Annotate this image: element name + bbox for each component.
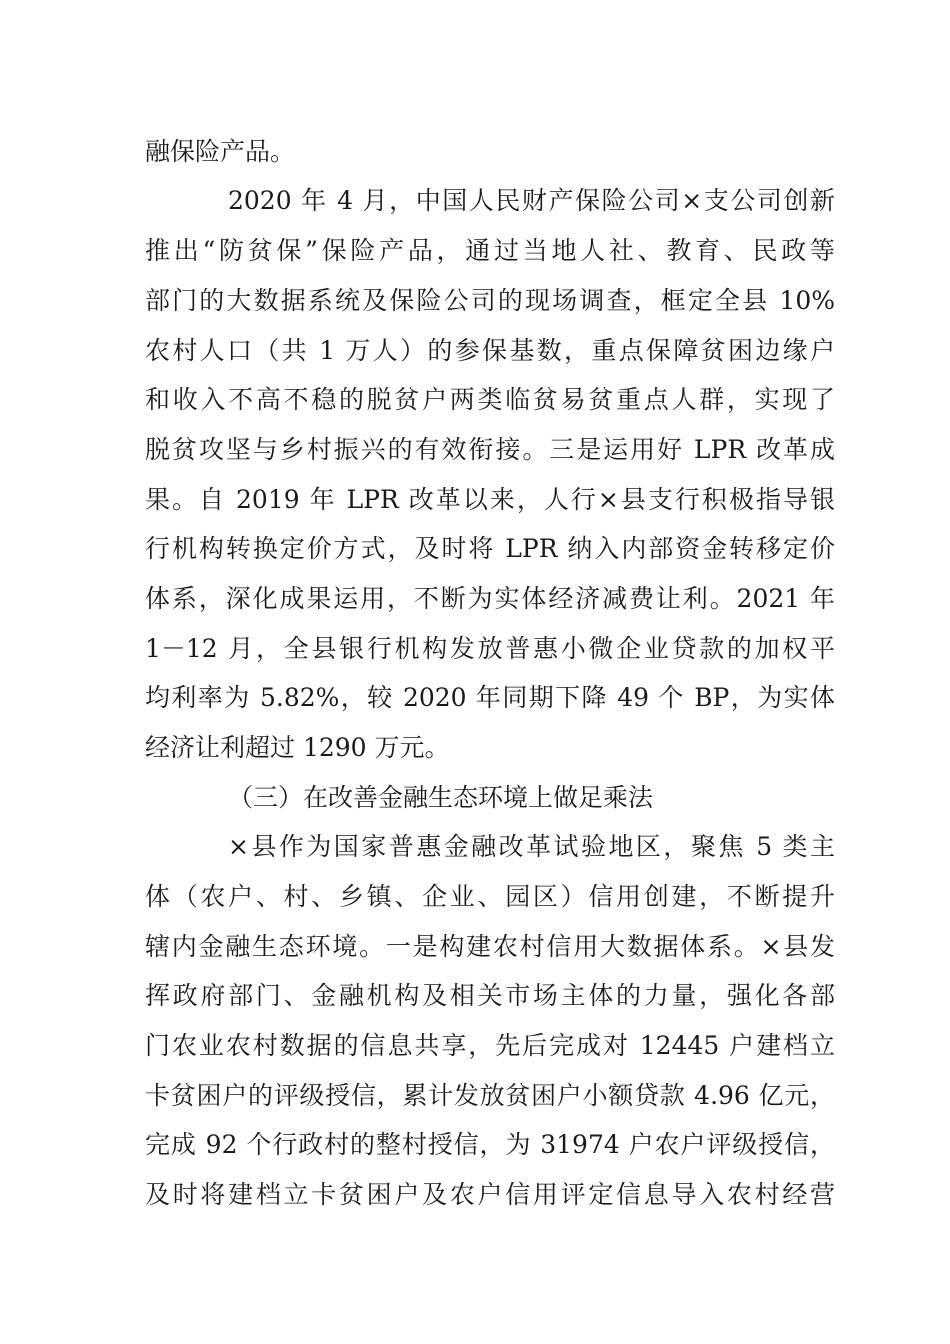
text-line: 脱贫攻坚与乡村振兴的有效衔接。三是运用好 LPR 改革成	[145, 435, 835, 464]
text-line: 融保险产品。	[145, 137, 296, 166]
text-line: 卡贫困户的评级授信，累计发放贫困户小额贷款 4.96 亿元，	[145, 1081, 835, 1110]
text-line: 1－12 月，全县银行机构发放普惠小微企业贷款的加权平	[145, 634, 835, 663]
text-line: 农村人口（共 1 万人）的参保基数，重点保障贫困边缘户	[145, 336, 835, 365]
text-line: 果。自 2019 年 LPR 改革以来，人行×县支行积极指导银	[145, 485, 835, 514]
text-line: 完成 92 个行政村的整村授信，为 31974 户农户评级授信，	[145, 1130, 835, 1159]
text-line: 均利率为 5.82%，较 2020 年同期下降 49 个 BP，为实体	[145, 683, 835, 712]
text-line: 门农业农村数据的信息共享，先后完成对 12445 户建档立	[145, 1031, 835, 1060]
paragraph-first-line: 2020 年 4 月，中国人民财产保险公司×支公司创新	[228, 186, 835, 215]
text-line: 辖内金融生态环境。一是构建农村信用大数据体系。×县发	[145, 932, 835, 961]
text-line: 推出“防贫保”保险产品，通过当地人社、教育、民政等	[145, 236, 835, 265]
text-line: 行机构转换定价方式，及时将 LPR 纳入内部资金转移定价	[145, 534, 835, 563]
paragraph-first-line: ×县作为国家普惠金融改革试验地区，聚焦 5 类主	[228, 832, 835, 861]
text-line: 部门的大数据系统及保险公司的现场调查，框定全县 10%	[145, 286, 835, 315]
text-line: 挥政府部门、金融机构及相关市场主体的力量，强化各部	[145, 981, 835, 1010]
text-line: 和收入不高不稳的脱贫户两类临贫易贫重点人群，实现了	[145, 385, 835, 414]
text-line: 经济让利超过 1290 万元。	[145, 733, 450, 762]
section-heading: （三）在改善金融生态环境上做足乘法	[228, 783, 654, 812]
text-line: 及时将建档立卡贫困户及农户信用评定信息导入农村经营	[145, 1180, 835, 1209]
text-line: 体（农户、村、乡镇、企业、园区）信用创建，不断提升	[145, 882, 835, 911]
text-line: 体系，深化成果运用，不断为实体经济减费让利。2021 年	[145, 584, 835, 613]
